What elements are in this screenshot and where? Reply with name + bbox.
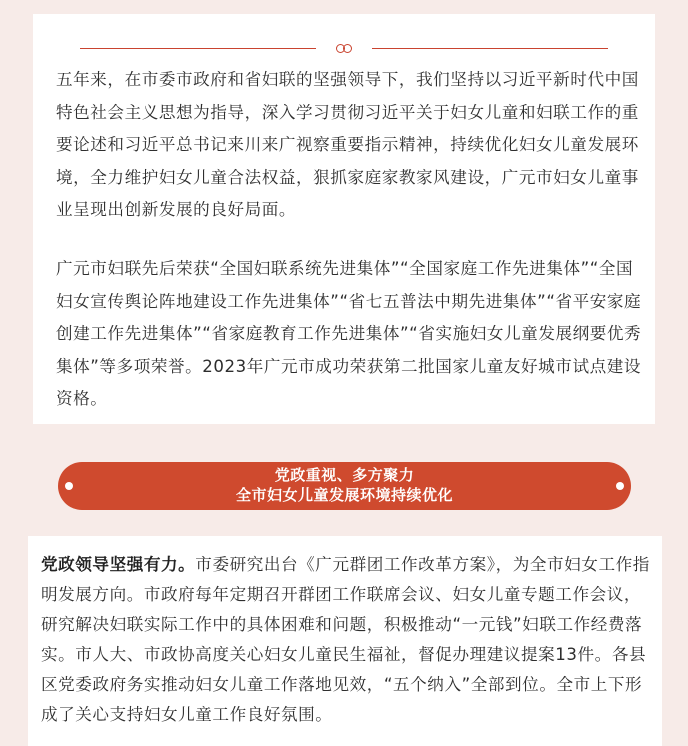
linked-rings-icon bbox=[334, 43, 354, 55]
divider-line-left bbox=[80, 48, 316, 49]
banner-title-line-2: 全市妇女儿童发展环境持续优化 bbox=[235, 486, 453, 504]
divider-line-right bbox=[372, 48, 608, 49]
leadership-lead: 党政领导坚强有力。 bbox=[41, 555, 196, 574]
leadership-body: 市委研究出台《广元群团工作改革方案》，为全市妇女工作指明发展方向。市政府每年定期召开群团工作联席会议、妇女儿童专题工作会议，研究解决妇联实际工作中的具体困难和问题，积极推动“一元钱”妇联工作经费落实。市人大、市政协高度关心妇女儿童民生福祉，督促办理建议提案13件。各县区党委政府务实推动妇女儿童工作落地见效，“五个纳入”全部到位。全市上下形成了关心支持妇女儿童工作良好氛围。 bbox=[41, 555, 650, 724]
honors-paragraph: 广元市妇联先后荣获“全国妇联系统先进集体”“全国家庭工作先进集体”“全国妇女宣传舆论阵地建设工作先进集体”“省七五普法中期先进集体”“省平安家庭创建工作先进集体”“省家庭教育工作先进集体”“省实施妇女儿童发展纲要优秀集体”等多项荣誉。2023年广元市成功荣获第二批国家儿童友好城市试点建设资格。 bbox=[56, 259, 642, 408]
ornament-divider bbox=[80, 43, 608, 55]
intro-paragraph: 五年来，在市委市政府和省妇联的坚强领导下，我们坚持以习近平新时代中国特色社会主义思想为指导，深入学习贯彻习近平关于妇女儿童和妇联工作的重要论述和习近平总书记来川来广视察重要指示精神，持续优化妇女儿童发展环境，全力维护妇女儿童合法权益，狠抓家庭家教家风建设，广元市妇女儿童事业呈现出创新发展的良好局面。 bbox=[56, 70, 639, 219]
banner-dot-left-icon bbox=[65, 482, 73, 490]
section-heading-banner bbox=[58, 462, 631, 510]
banner-dot-right-icon bbox=[616, 482, 624, 490]
leadership-paragraph bbox=[41, 550, 653, 730]
banner-title-line-1: 党政重视、多方聚力 bbox=[274, 466, 415, 484]
